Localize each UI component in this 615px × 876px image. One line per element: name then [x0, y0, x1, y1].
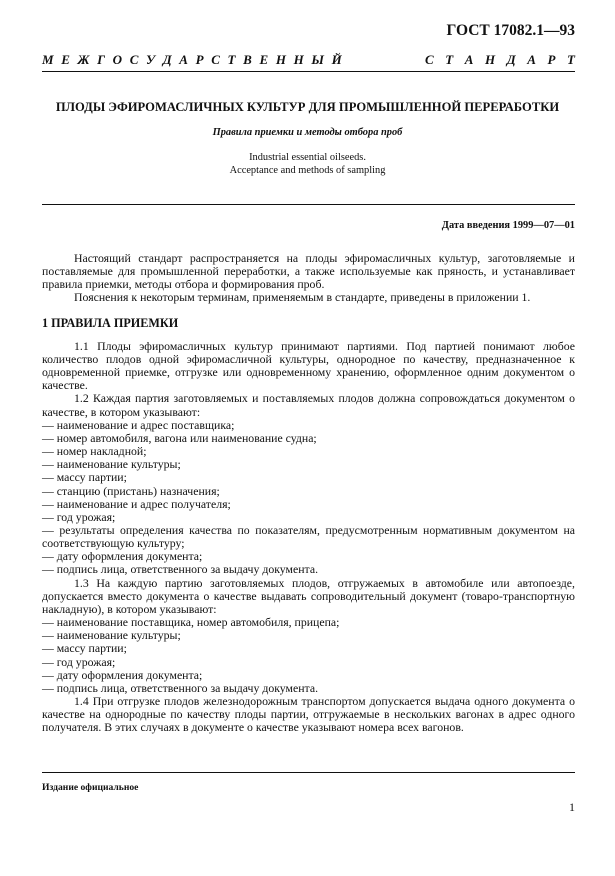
banner-letter: А [179, 52, 188, 67]
list-item: — станцию (пристань) назначения; [42, 483, 220, 498]
banner-letter: А [527, 52, 536, 67]
clause-1-4: 1.4 При отгрузке плодов железнодорожным транспортом допускается выдача одного документа о качестве на однородные по качеству плоды партии, отгружаемые в нескольких вагонах в адрес одного получателя. В этих случаях в документе о качестве указывают номера всех вагонов. [42, 694, 575, 735]
list-item: — наименование культуры; [42, 457, 181, 472]
banner-letter: Й [331, 52, 342, 67]
list-item: — наименование и адрес поставщика; [42, 417, 235, 432]
clause-1-2: 1.2 Каждая партия заготовляемых и поставляемых плодов должна сопровождаться документом о качестве, в котором указывают: [42, 391, 575, 419]
list-item: — год урожая; [42, 509, 116, 524]
title-rule [42, 204, 575, 205]
banner-letter: Т [227, 52, 236, 67]
banner-letter: С [129, 52, 139, 67]
banner-letter: Т [566, 52, 575, 67]
banner-letter: О [112, 52, 123, 67]
banner-letter: Р [195, 52, 204, 67]
banner-letter: Н [485, 52, 496, 67]
list-item: — подпись лица, ответственного за выдачу документа. [42, 680, 319, 695]
banner-letter: Р [547, 52, 556, 67]
clause-1-1: 1.1 Плоды эфиромасличных культур принимают партиями. Под партией понимают любое количество плодов одной эфиромасличной культуры, однородное по качеству, предназначенное к одновременной приемке, отгрузке или одновременному хранению, оформленное одним документом о качестве. [42, 338, 575, 393]
footer-rule [42, 772, 575, 773]
document-subtitle: Правила приемки и методы отбора проб [212, 127, 403, 138]
document-title: ПЛОДЫ ЭФИРОМАСЛИЧНЫХ КУЛЬТУР ДЛЯ ПРОМЫШЛЕННОЙ ПЕРЕРАБОТКИ [55, 100, 560, 114]
intro-paragraph-terms: Пояснения к некоторым терминам, применяемым в стандарте, приведены в приложении 1. [74, 290, 531, 305]
introduction-date: Дата введения 1999—07—01 [441, 220, 575, 231]
clause-1-3: 1.3 На каждую партию заготовляемых плодов, отгружаемых в автомобиле или автопоезде, допускается вместо документа о качестве выдавать сопроводительный документ (товаро-транспортную накладную), в котором указывают: [42, 575, 575, 616]
banner-letter: М [42, 52, 54, 67]
banner-word-standard [425, 52, 575, 68]
banner-letter: А [464, 52, 474, 67]
banner-letter: С [425, 52, 434, 67]
list-item: — номер накладной; [42, 444, 147, 459]
banner-letter: Д [162, 52, 172, 67]
list-item: — год урожая; [42, 654, 116, 669]
list-item: — наименование и адрес получателя; [42, 496, 231, 511]
english-title-line1: Industrial essential oilseeds. [249, 152, 366, 163]
header-rule [42, 71, 575, 72]
banner-letter: В [243, 52, 252, 67]
banner-letter: Д [506, 52, 516, 67]
list-item: — наименование поставщика, номер автомобиля, прицепа; [42, 615, 340, 630]
banner-letter: Ж [77, 52, 90, 67]
english-title-line2: Acceptance and methods of sampling [229, 165, 386, 176]
list-item: — массу партии; [42, 641, 127, 656]
section-heading-acceptance-rules: 1 ПРАВИЛА ПРИЕМКИ [42, 315, 179, 330]
interstate-standard-banner [42, 52, 575, 68]
document-body [42, 252, 575, 734]
list-item: — дату оформления документа; [42, 667, 203, 682]
banner-letter: Ы [311, 52, 324, 67]
intro-paragraph-scope: Настоящий стандарт распространяется на плоды эфиромасличных культур, заготовляемые и поставляемые для промышленной переработки, а также используемые как пряность, и устанавливает правила приемки, методы отбора и формирования проб. [42, 251, 575, 292]
waybill-list [42, 616, 575, 695]
list-item: — массу партии; [42, 470, 127, 485]
standard-number: ГОСТ 17082.1—93 [446, 22, 575, 39]
page-number: 1 [569, 800, 575, 814]
list-item: — наименование культуры; [42, 628, 181, 643]
official-edition-label: Издание официальное [42, 782, 139, 793]
quality-document-list [42, 419, 575, 577]
banner-letter: Е [61, 52, 70, 67]
list-item: — дату оформления документа; [42, 549, 203, 564]
banner-letter: Н [275, 52, 286, 67]
banner-letter: С [211, 52, 220, 67]
banner-letter: У [146, 52, 156, 67]
banner-word-interstate [42, 52, 342, 68]
banner-letter: Г [97, 52, 105, 67]
list-item: — номер автомобиля, вагона или наименование судна; [42, 430, 317, 445]
banner-letter: Е [259, 52, 269, 67]
banner-letter: Н [293, 52, 304, 67]
list-item: — результаты определения качества по показателям, предусмотренным нормативным документом на соответствующую культуру; [42, 522, 575, 551]
list-item: — подпись лица, ответственного за выдачу документа. [42, 562, 319, 577]
banner-letter: Т [445, 52, 454, 67]
